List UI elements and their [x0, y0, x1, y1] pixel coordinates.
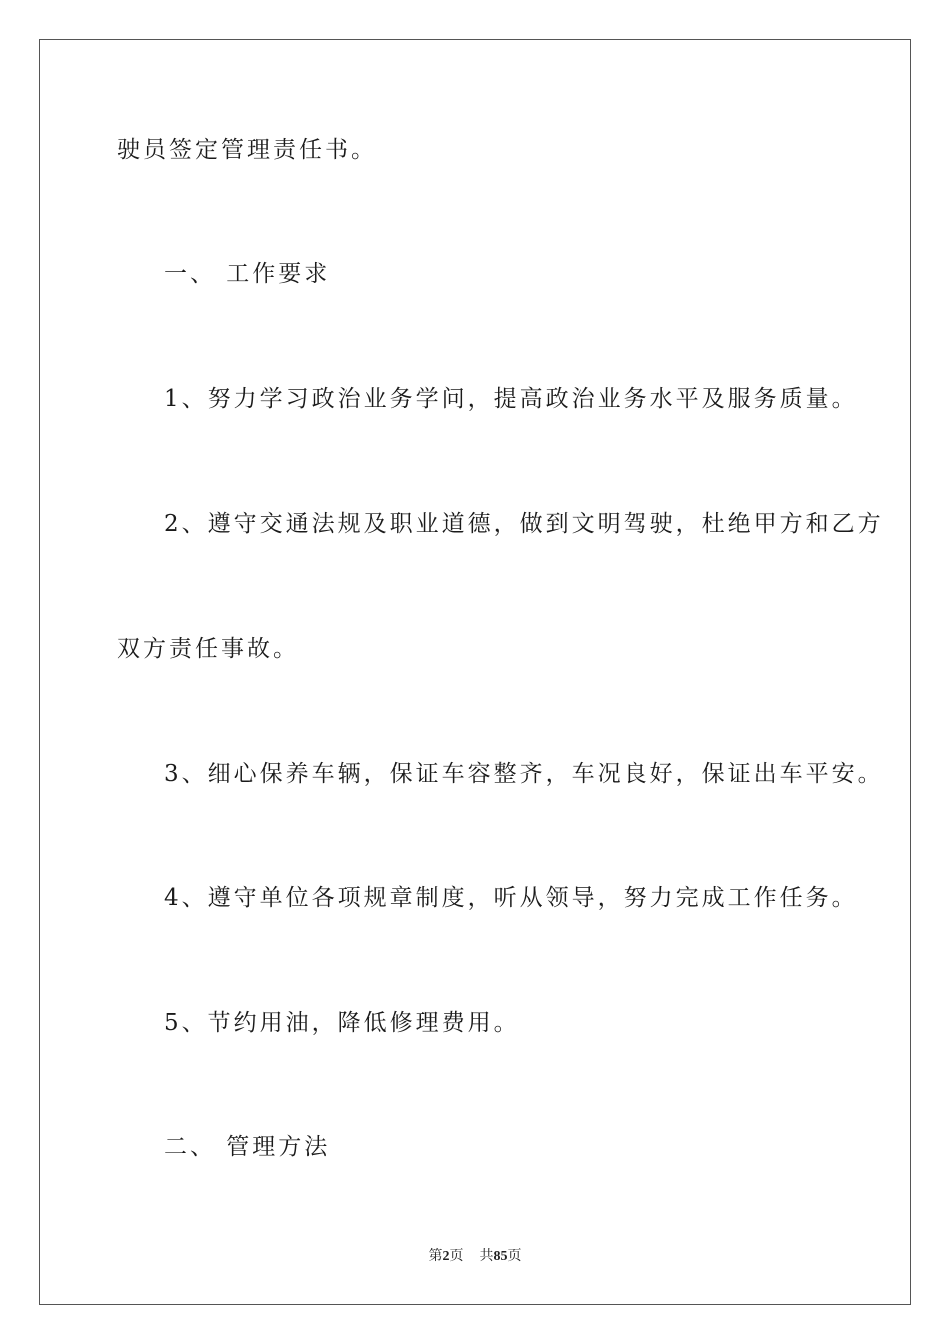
footer-page-prefix: 第 — [428, 1248, 443, 1264]
list-item-2-continuation: 双方责任事故。 — [117, 636, 299, 662]
section-heading-work-requirements: 一、 工作要求 — [164, 261, 331, 287]
list-item-4: 4、遵守单位各项规章制度，听从领导，努力完成工作任务。 — [164, 885, 858, 911]
footer-page-suffix: 页 — [449, 1248, 464, 1264]
body-text-line: 驶员签定管理责任书。 — [117, 137, 377, 163]
section-heading-management-method: 二、 管理方法 — [164, 1134, 331, 1160]
list-item-1: 1、努力学习政治业务学问，提高政治业务水平及服务质量。 — [164, 386, 858, 412]
list-item-3: 3、细心保养车辆，保证车容整齐，车况良好，保证出车平安。 — [164, 761, 884, 787]
list-item-2: 2、遵守交通法规及职业道德，做到文明驾驶，杜绝甲方和乙方 — [164, 511, 884, 537]
footer-page-total: 85 — [493, 1249, 508, 1264]
footer-total-suffix: 页 — [507, 1248, 522, 1264]
list-item-5: 5、节约用油，降低修理费用。 — [164, 1010, 520, 1036]
page-border — [39, 39, 911, 1305]
footer-page-current: 2 — [442, 1249, 450, 1264]
page-footer — [0, 1247, 950, 1266]
footer-total-prefix: 共 — [479, 1248, 494, 1264]
